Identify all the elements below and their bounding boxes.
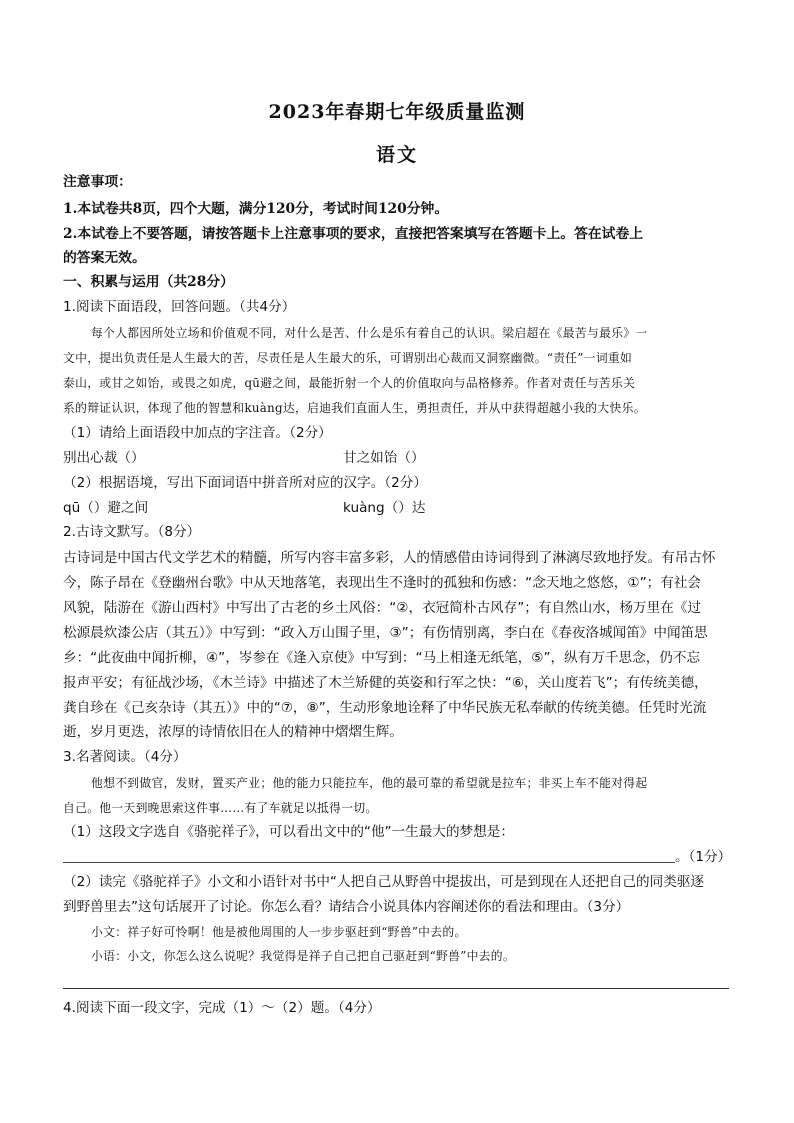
divider-line bbox=[63, 988, 729, 989]
notes-item-1: 1.本试卷共8页，四个大题，满分120分，考试时间120分钟。 bbox=[63, 201, 449, 217]
q3-xiaowen-quote: 小文：祥子好可怜啊！他是被他周围的人一步步驱赶到“野兽”中去的。 bbox=[91, 925, 467, 939]
notes-item-2-line-1: 2.本试卷上不要答题，请按答题卡上注意事项的要求，直接把答案填写在答题卡上。答在试卷上 bbox=[63, 226, 644, 242]
q1-sub2-item-b: kuàng（）达 bbox=[343, 500, 426, 516]
q3-passage-line-2: 自己。他一天到晚思索这件事……有了车就足以抵得一切。 bbox=[63, 801, 378, 815]
q2-line-7: 龚自珍在《己亥杂诗（其五）》中的“⑦，⑧”，生动形象地诠释了中华民族无私奉献的传统美德。任凭时光流 bbox=[63, 700, 707, 716]
q1-sub1-item-a: 别出心裁（） bbox=[63, 450, 145, 466]
q2-line-6: 报声平安；有征战沙场，《木兰诗》中描述了木兰矫健的英姿和行军之快：“⑥，关山度若飞”；有传统美德， bbox=[63, 675, 708, 691]
q3-sub2-line-2: 到野兽里去”这句话展开了讨论。你怎么看？请结合小说具体内容阐述你的看法和理由。（3分） bbox=[63, 899, 630, 915]
subject-title: 语文 bbox=[375, 144, 418, 166]
q2-line-8: 逝，岁月更迭，浓厚的诗情依旧在人的精神中熠熠生辉。 bbox=[63, 724, 403, 740]
q1-sub1-item-b: 甘之如饴（） bbox=[343, 450, 425, 466]
q3-title: 3.名著阅读。（4分） bbox=[63, 749, 187, 765]
q1-passage-line-1: 每个人都因所处立场和价值观不同，对什么是苦、什么是乐有着自己的认识。梁启超在《最苦与最乐》一 bbox=[91, 326, 648, 340]
q3-xiaoyu-quote: 小语：小文，你怎么这么说呢？我觉得是祥子自己把自己驱赶到“野兽”中去的。 bbox=[91, 949, 515, 963]
q4-title: 4.阅读下面一段文字，完成（1）～（2）题。（4分） bbox=[63, 1000, 381, 1016]
q1-sub2: （2）根据语境，写出下面词语中拼音所对应的汉字。（2分） bbox=[63, 475, 427, 491]
exam-title: 2023年春期七年级质量监测 bbox=[268, 101, 526, 123]
notes-item-2-line-2: 的答案无效。 bbox=[63, 250, 146, 266]
q2-line-5: 乡：“此夜曲中闻折柳，④”，岑参在《逢入京使》中写到：“马上相逢无纸笔，⑤”，纵有万千思念，仍不忘 bbox=[63, 650, 701, 666]
q1-sub1: （1）请给上面语段中加点的字注音。（2分） bbox=[63, 425, 332, 441]
q1-sub2-item-a: qū（）避之间 bbox=[63, 500, 149, 516]
q2-line-1: 古诗词是中国古代文学艺术的精髓，所写内容丰富多彩，人的情感借由诗词得到了淋漓尽致地抒发。有吊古怀 bbox=[63, 550, 716, 566]
q1-passage-line-2: 文中，提出负责任是人生最大的苦，尽责任是人生最大的乐，可谓别出心裁而又洞察幽微。“责任”一词重如 bbox=[63, 351, 633, 365]
q2-line-3: 风貌，陆游在《游山西村》中写出了古老的乡土风俗：“②，衣冠简朴古风存”；有自然山水，杨万里在《过 bbox=[63, 600, 701, 616]
q2-line-2: 今，陈子昂在《登幽州台歌》中从天地落笔，表现出生不逢时的孤独和伤感：“念天地之悠悠，①”；有社会 bbox=[63, 575, 701, 591]
q1-passage-line-3: 泰山，或甘之如饴，或畏之如虎，qū避之间，最能折射一个人的价值取向与品格修养。作者对责任与苦乐关 bbox=[63, 376, 636, 390]
q3-sub1: （1）这段文字选自《骆驼祥子》，可以看出文中的“他”一生最大的梦想是： bbox=[63, 824, 514, 840]
section-1-heading: 一、积累与运用（共28分） bbox=[63, 274, 234, 290]
q3-answer-blank bbox=[63, 862, 675, 863]
q3-sub2-line-1: （2）读完《骆驼祥子》小文和小语针对书中“人把自己从野兽中提拔出，可是到现在人还把自己的同类驱逐 bbox=[63, 874, 705, 890]
q1-title: 1.阅读下面语段，回答问题。（共4分） bbox=[63, 299, 296, 315]
q1-passage-line-4: 系的辩证认识，体现了他的智慧和kuàng达，启迪我们直面人生，勇担责任，并从中获得超越小我的大快乐。 bbox=[63, 401, 646, 415]
notes-heading: 注意事项： bbox=[63, 174, 132, 190]
q2-line-4: 松源晨炊漆公店（其五）》中写到：“政入万山围子里，③”；有伤情别离，李白在《春夜洛城闻笛》中闻笛思 bbox=[63, 625, 708, 641]
q2-title: 2.古诗文默写。（8分） bbox=[63, 524, 201, 540]
q3-passage-line-1: 他想不到做官，发财，置买产业；他的能力只能拉车，他的最可靠的希望就是拉车；非买上车不能对得起 bbox=[91, 776, 648, 790]
q3-sub1-score: 。（1分） bbox=[675, 849, 732, 865]
